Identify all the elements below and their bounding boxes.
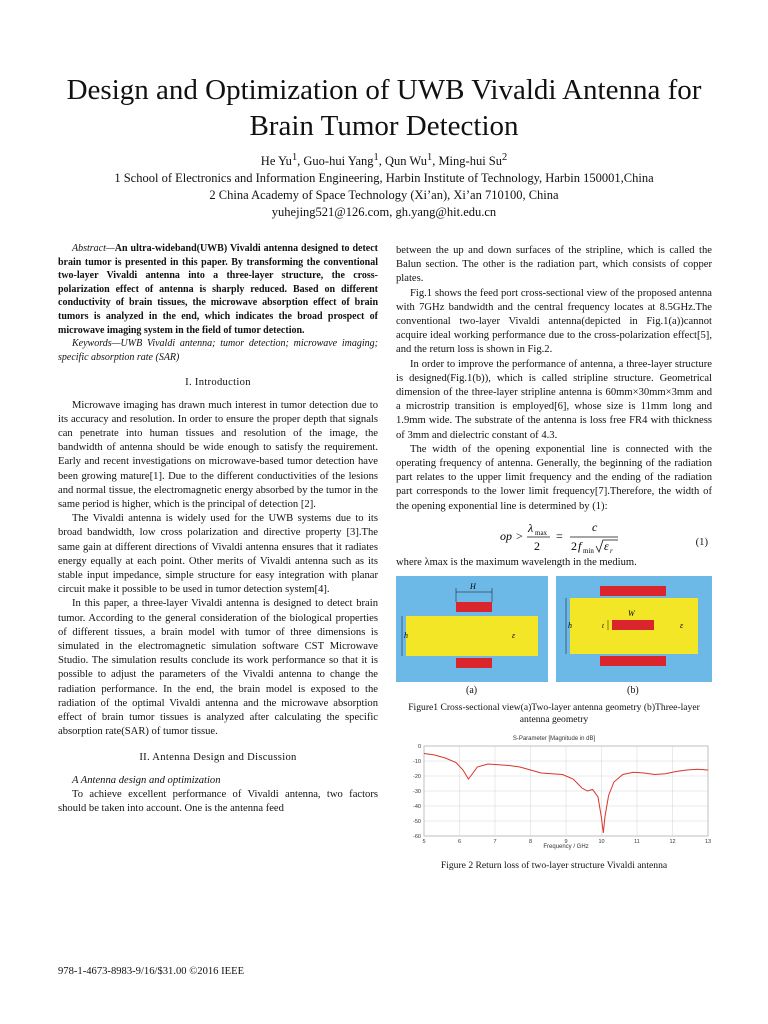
y-tick-label: -40 (413, 804, 421, 811)
x-tick-label: 12 (669, 839, 676, 846)
where-text: where λmax is the maximum wavelength in the medium. (396, 556, 637, 568)
svg-text:2: 2 (534, 538, 540, 553)
y-tick-label: 0 (417, 744, 421, 751)
design-paragraph-1: To achieve excellent performance of Vivaldi antenna, two factors should be taken into account. One is the antenna feed (58, 788, 378, 815)
right-paragraph-0: between the up and down surfaces of the stripline, which is called the Balun section. The other is the radiation part, which consists of copper plates. (396, 245, 712, 285)
svg-text:c: c (592, 519, 598, 534)
author-emails: yuhejing521@126.com, gh.yang@hit.edu.cn (271, 205, 497, 220)
return-loss-chart (396, 732, 712, 850)
equation-number: (1) (695, 536, 708, 548)
figure-1a-two-layer (396, 576, 548, 682)
affiliation-1: 1 School of Electronics and Information Engineering, Harbin Institute of Technology, Harbin 150001,China (114, 171, 654, 186)
fig1-sublabel-b: (b) (627, 685, 639, 697)
fig1b-label-h: h (568, 621, 572, 631)
author-name: Guo-hui Yang (303, 154, 374, 169)
fig1-sublabel-a: (a) (466, 685, 478, 697)
x-tick-label: 13 (704, 839, 712, 846)
footer-copyright: 978-1-4673-8983-9/16/$31.00 ©2016 IEEE (58, 966, 245, 977)
figure-1-caption: Figure1 Cross-sectional view(a)Two-layer antenna geometry (b)Three-layer antenna geometry (408, 702, 700, 726)
author-name: He Yu (260, 154, 292, 169)
abstract (58, 242, 378, 337)
x-tick-label: 10 (598, 839, 605, 846)
fig1a-label-h-upper: H (470, 582, 476, 592)
author-name: Ming-hui Su (438, 154, 502, 169)
abstract-text: An ultra-wideband(UWB) Vivaldi antenna designed to detect brain tumor is presented in this paper. By transforming the conventional two-layer Vivaldi antenna into a three-layer structure, the cross-polarization effect of antenna is sharply reduced. Based on different conductivity of brain tissues, the microwave absorption effect of brain tumors is analyzed in the end, which indicates the broad prospect of microwave imaging system in the field of tumor detection. (58, 243, 378, 336)
fig1b-label-w: W (628, 609, 635, 619)
right-paragraph-2: In order to improve the performance of antenna, a three-layer structure is designed(Fig.1(b)), which is called stripline structure. Geometrical dimension of the three-layer stripline antenna is 60mm×30mm×3mm and a microstrip transition is employed[6], whose size is 11mm long and 1.9mm wide. The substrate of the antenna is loss free FR4 with thickness of 3mm and dielectric constant of 4.3. (396, 358, 712, 441)
section-heading-antenna-design: II. Antenna Design and Discussion (139, 752, 297, 764)
figure-2-caption: Figure 2 Return loss of two-layer structure Vivaldi antenna (440, 860, 668, 872)
author-block (40, 149, 728, 221)
y-tick-label: -30 (413, 789, 421, 796)
y-tick-label: -20 (413, 774, 421, 781)
right-column (396, 244, 712, 873)
svg-text:r: r (610, 546, 613, 555)
x-tick-label: 7 (493, 839, 497, 846)
svg-text:ε: ε (604, 538, 609, 553)
fig1a-label-epsilon: ε (512, 631, 516, 641)
svg-text:2: 2 (571, 538, 577, 553)
svg-text:f: f (578, 538, 582, 553)
y-tick-label: -50 (413, 819, 421, 826)
fig1a-label-h: h (404, 631, 408, 641)
author-name: Qun Wu (385, 154, 427, 169)
right-paragraph-3: The width of the opening exponential line is connected with the operating frequency of antenna. Generally, the beginning of the radiation part relates to the upper limit frequency and the ending of the radiation part corresponds to the lower limit frequency[7].Therefore, the width of the opening exponential line is determined by (1): (396, 443, 712, 512)
figure-1 (396, 576, 712, 682)
intro-paragraph-3: In this paper, a three-layer Vivaldi antenna is designed to detect brain tumor. According to the general consideration of the biological properties of different tissues, a brain model with tumor of three dimensions is simulated in the electromagnetic simulation software CST Microwave Studio. The simulation results conclude its work performance so that it is possible to adjust the parameters of the Vivaldi antenna to change the radiation performance. In the end, the brain model is exposed to the radiation of the optimal Vivaldi antenna and the microwave absorption effect of brain tumor tissues is analyzed after calculating the specific absorption rate(SAR) of tumor tissue. (58, 598, 378, 738)
author-list: He Yu$^1$, Guo-hui Yang$^1$, Qun Wu$^1$, Ming-hui Su$^2$ (260, 152, 508, 169)
equation-1 (396, 516, 712, 556)
x-tick-label: 8 (528, 839, 533, 846)
right-paragraph-1: Fig.1 shows the feed port cross-sectional view of the proposed antenna with 7GHz bandwidth and the central frequency locates at 8.5GHz.The conventional two-layer Vivaldi antenna(depicted in Fig.1(a))cannot acquire ideal working performance due to the cross-polarization effect[5], and the return loss is shown in Fig.2. (396, 287, 712, 356)
chart-x-axis-label: Frequency / GHz (543, 844, 589, 851)
intro-paragraph-1: Microwave imaging has drawn much interest in tumor detection due to its accuracy and resolution. In order to ensure the proper depth that signals can penetrate into human tissues and resolution of the image, the bandwidth of antenna should be wide enough to satisfy the requirement. Early and recent investigations on microwave-based tumor detection have been growing mature[1]. Due to the different conductivities of the lesions and normal tissue, the electromagnetic energy absorbed by the tumor in the same period is higher, which is the principal of detection [2]. (58, 399, 378, 510)
abstract-label: Abstract— (72, 243, 115, 254)
fig1b-label-t: t (602, 622, 604, 631)
svg-text:=: = (556, 528, 563, 543)
intro-paragraph-2: The Vivaldi antenna is widely used for the UWB systems due to its broad bandwidth, low cross polarization and directive property [3].The same gain at different directions of Vivaldi antenna ensures that it radiates energy equally at each point. Other merits of Vivaldi antenna such as its stable input impedance, simple structure for easy integration with planar circuit make it possible to be used in tumor detection system[4]. (58, 513, 378, 596)
affiliation-2: 2 China Academy of Space Technology (Xi’an), Xi’an 710100, China (209, 188, 559, 203)
chart-title: S-Parameter [Magnitude in dB] (512, 736, 596, 743)
figure-1b-three-layer (556, 576, 712, 682)
subsection-heading: A Antenna design and optimization (72, 774, 221, 786)
svg-text:>: > (516, 528, 523, 543)
x-tick-label: 5 (422, 839, 426, 846)
equation-formula (496, 516, 646, 556)
section-heading-introduction: I. Introduction (185, 377, 251, 389)
y-tick-label: -60 (413, 834, 421, 841)
x-tick-label: 11 (634, 839, 640, 846)
fig1b-label-epsilon: ε (680, 621, 684, 631)
svg-text:λ: λ (528, 520, 534, 535)
svg-text:min: min (583, 546, 594, 555)
y-tick-label: -10 (413, 759, 421, 766)
figure-1-sublabels (396, 682, 712, 700)
keywords: Keywords—UWB Vivaldi antenna; tumor detection; microwave imaging; specific absorption rate (SAR) (58, 338, 378, 363)
x-tick-label: 6 (457, 839, 462, 846)
svg-text:max: max (535, 528, 548, 537)
svg-text:op: op (500, 528, 512, 543)
x-tick-label: 9 (564, 839, 568, 846)
left-column (58, 242, 378, 816)
paper-title: Design and Optimization of UWB Vivaldi Antenna for Brain Tumor Detection (66, 74, 702, 142)
figure-2 (396, 732, 712, 855)
